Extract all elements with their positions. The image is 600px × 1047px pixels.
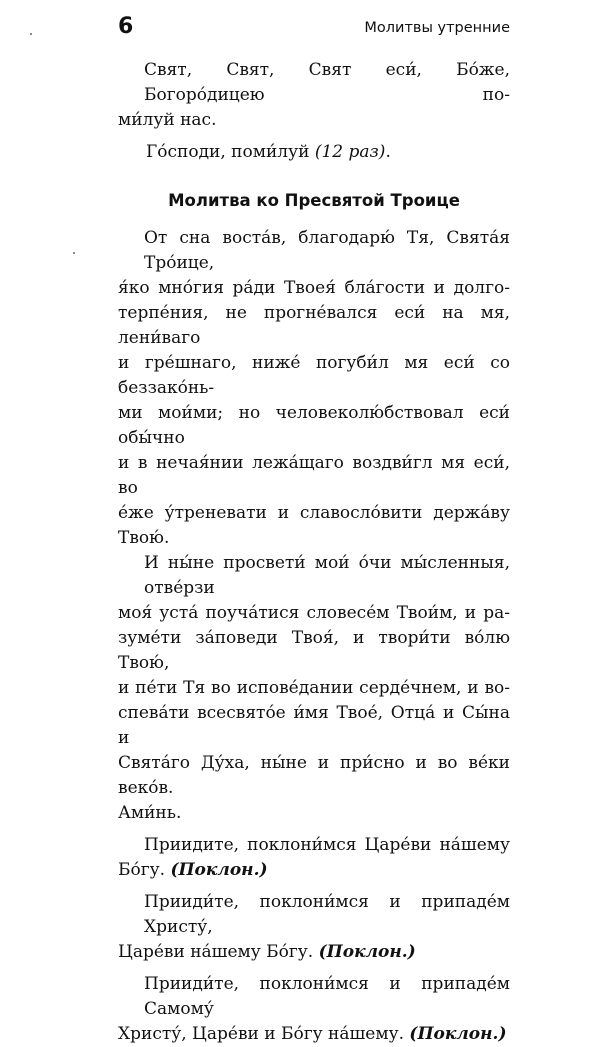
text-line: И ны́не просвети́ мои́ о́чи мы́сленныя, отве́рзи: [144, 553, 510, 598]
text-line: ми́луй нас.: [118, 110, 217, 130]
text-line: зуме́ти за́поведи Твоя́, и твори́ти во́лю Твою́,: [118, 628, 510, 673]
text-line: и гре́шнаго, ниже́ погуби́л мя еси́ со беззако́нь-: [118, 353, 510, 398]
text-line: ми мои́ми; но человеколю́бствовал еси́ обы́чно: [118, 403, 510, 448]
punctuation: .: [385, 142, 391, 162]
bow-note: (Поклон.): [318, 942, 416, 962]
invocation-1: [118, 833, 510, 883]
intro-paragraph-2: [118, 140, 510, 165]
text-line: Свят, Свят, Свят еси́, Бо́же, Богоро́дицею по-: [144, 60, 510, 105]
bow-note: (Поклон.): [170, 860, 268, 880]
text-line: е́же у́треневати и славосло́вити держа́ву Твою́.: [118, 503, 510, 548]
print-speck: [73, 252, 75, 254]
text-line: [118, 940, 510, 965]
prayer-text: [118, 226, 510, 826]
running-title: Молитвы утренние: [364, 20, 510, 36]
text-line: [118, 858, 510, 883]
text-line: моя́ уста́ поуча́тися словесе́м Твои́м, и ра-: [118, 603, 510, 623]
intro-paragraph-1: [118, 58, 510, 133]
invocation-2: [118, 890, 510, 965]
text-line: Приидите, поклони́мся Царе́ви на́шему: [144, 835, 510, 855]
text-line: и в нечая́нии лежа́щаго воздви́гл мя еси́, во: [118, 453, 510, 498]
text-line: Свята́го Ду́ха, ны́не и при́сно и во ве́ки веко́в.: [118, 753, 510, 798]
prayer-title: Молитва ко Пресвятой Троице: [168, 191, 460, 210]
text-span: Бо́гу.: [118, 860, 166, 880]
text-line: спева́ти всесвято́е и́мя Твое́, Отца́ и Сы́на и: [118, 703, 510, 748]
text-line: терпе́ния, не прогне́вался еси́ на мя, лени́ваго: [118, 303, 510, 348]
page-body: [118, 58, 510, 1047]
text-line: я́ко мно́гия ра́ди Твоея́ бла́гости и долго-: [118, 278, 510, 298]
bow-note: (Поклон.): [409, 1024, 507, 1044]
page-header: [118, 14, 510, 46]
invocation-3: [118, 972, 510, 1047]
text-line: Прииди́те, поклони́мся и припаде́м Христу́,: [144, 892, 510, 937]
text-line: и пе́ти Тя во испове́дании серде́чнем, и во-: [118, 678, 510, 698]
text-line: [118, 1022, 510, 1047]
repeat-note: (12 раз): [314, 142, 386, 162]
text-line: Ами́нь.: [118, 803, 182, 823]
text-span: Го́споди, поми́луй: [146, 142, 310, 162]
page-number: 6: [118, 14, 134, 39]
text-line: От сна воста́в, благодарю́ Тя, Свята́я Тро́ице,: [144, 228, 510, 273]
print-speck: [30, 33, 32, 35]
text-span: Царе́ви на́шему Бо́гу.: [118, 942, 314, 962]
text-line: Прииди́те, поклони́мся и припаде́м Самому́: [144, 974, 510, 1019]
text-span: Христу́, Царе́ви и Бо́гу на́шему.: [118, 1024, 404, 1044]
